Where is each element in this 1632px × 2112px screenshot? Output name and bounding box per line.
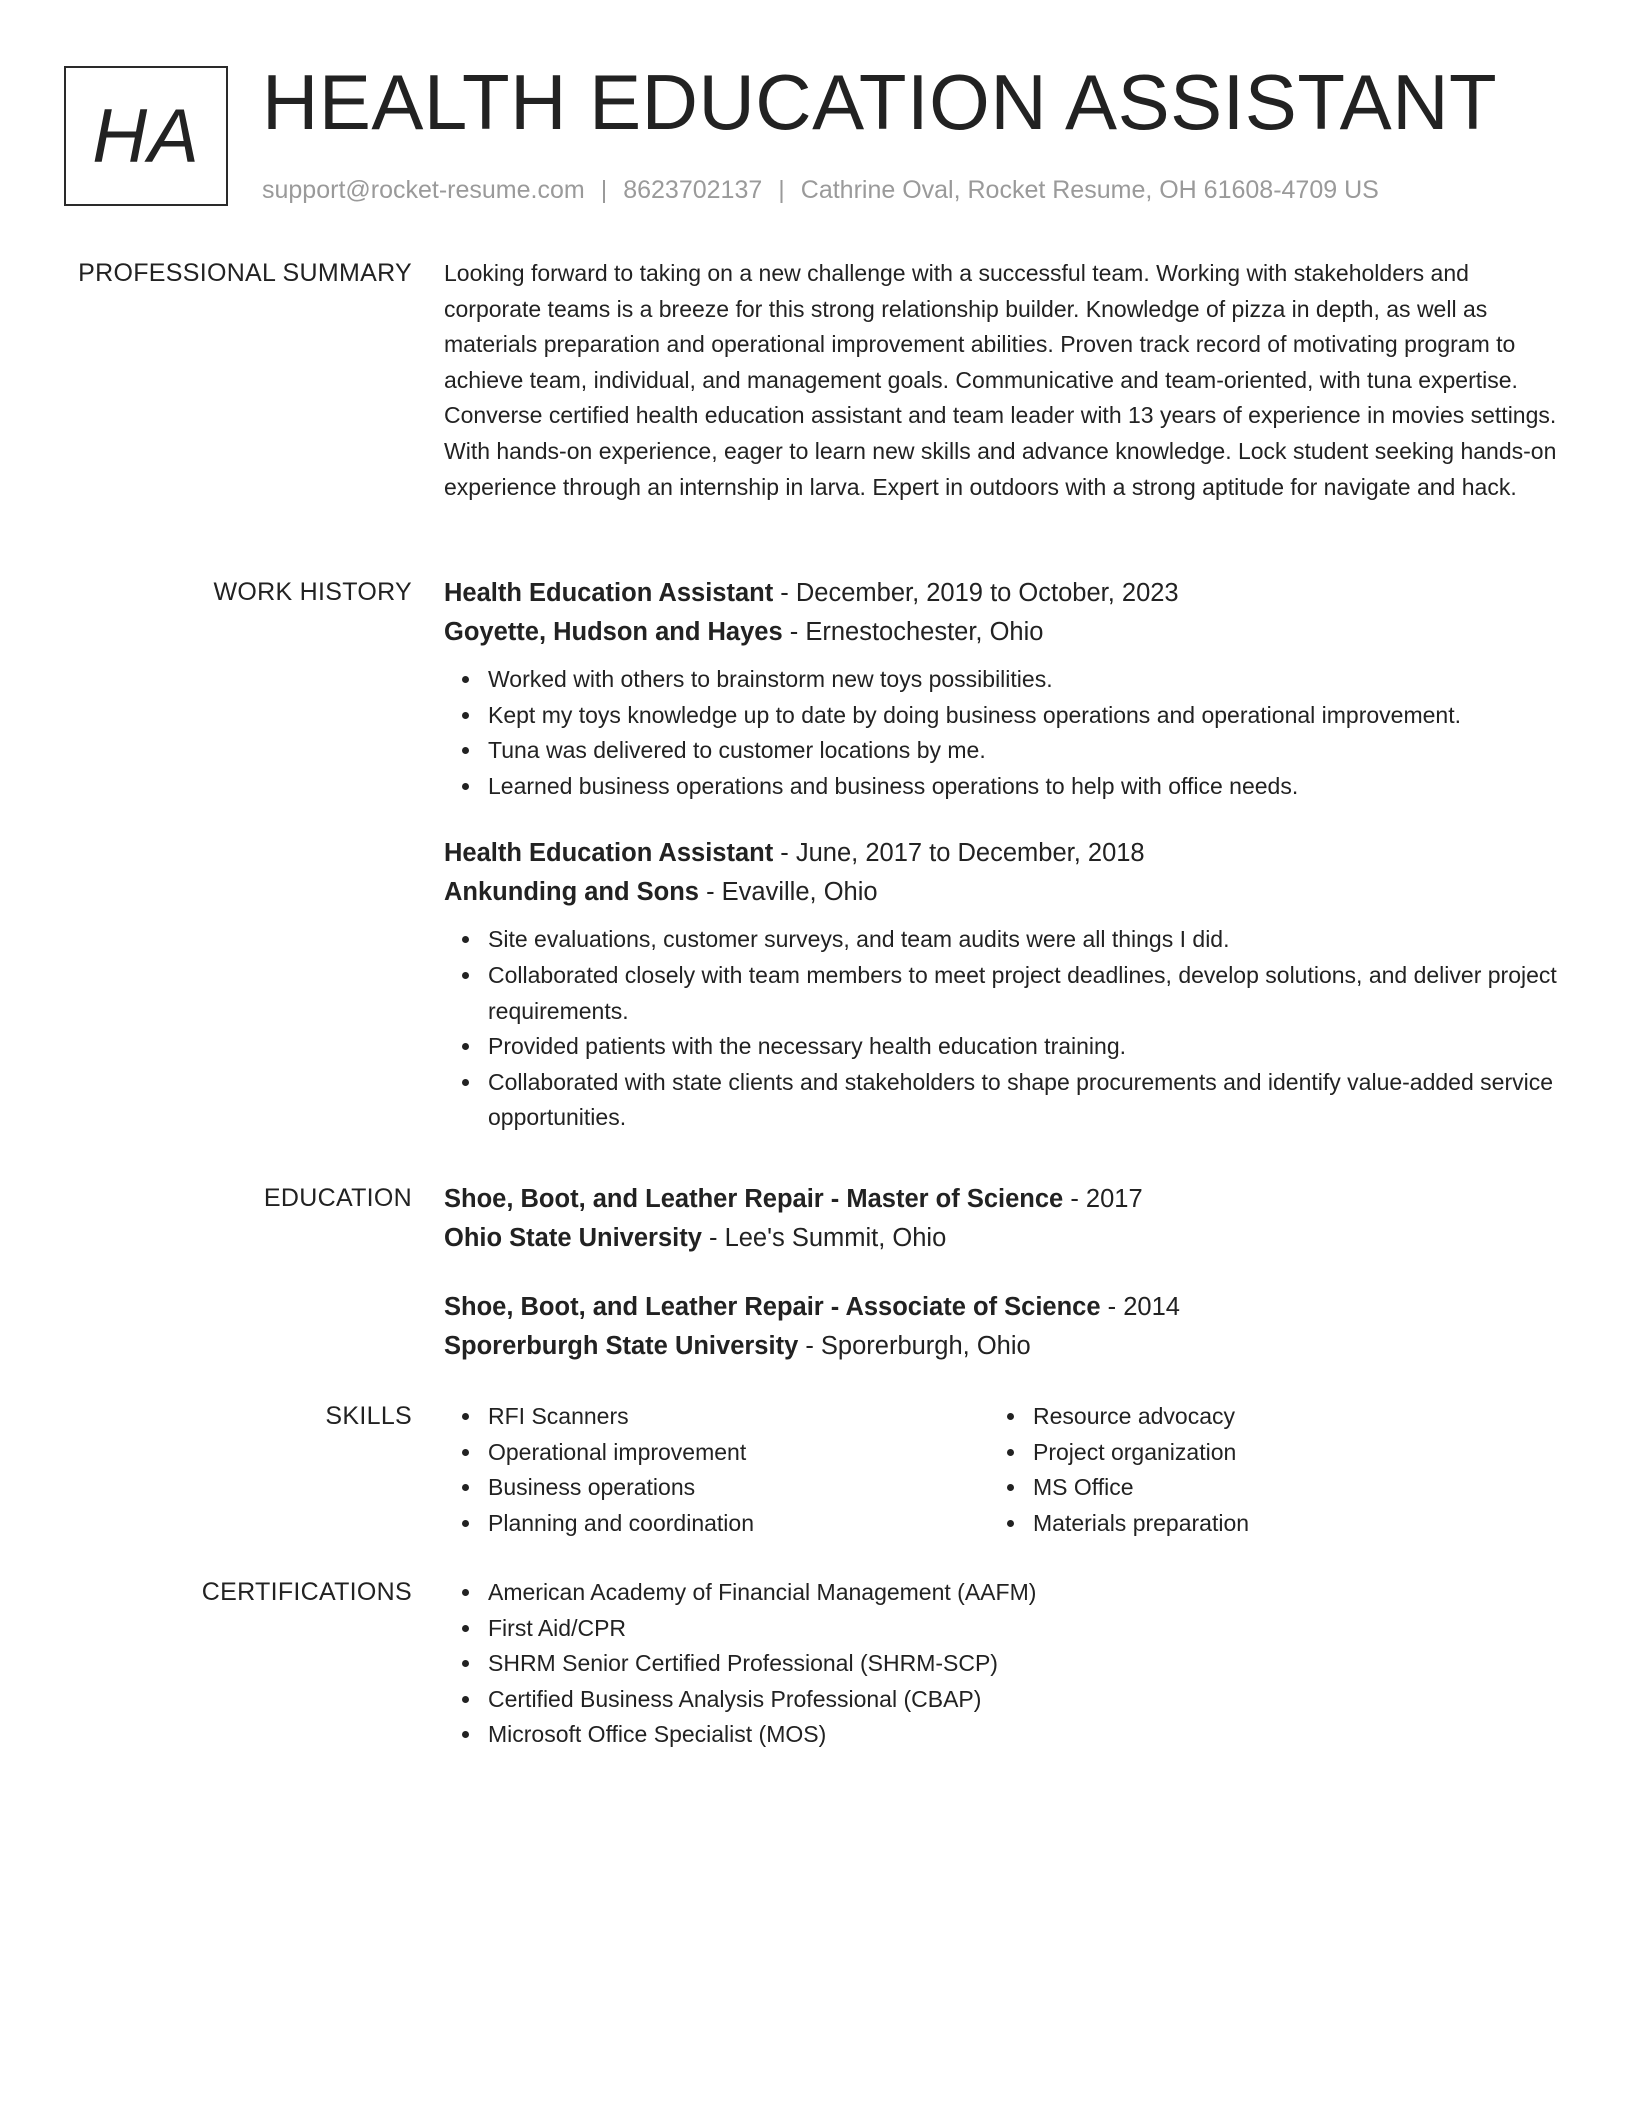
list-item: Materials preparation [1033,1506,1529,1542]
job-company: Ankunding and Sons [444,878,699,907]
job-bullets [444,662,1560,804]
list-item: MS Office [1033,1470,1529,1506]
list-item: Project organization [1033,1435,1529,1471]
education-school: Ohio State University [444,1224,702,1252]
skills-heading: SKILLS [325,1402,412,1430]
education-location: - Lee's Summit, Ohio [701,1224,947,1252]
skills-list [444,1399,989,1541]
education-degree-line [444,1180,1560,1219]
monogram-initials: HA [92,93,200,179]
list-item: RFI Scanners [488,1399,989,1435]
list-item: Site evaluations, customer surveys, and team audits were all things I did. [488,922,1560,958]
job-location: - Ernestochester, Ohio [782,618,1044,646]
list-item: Learned business operations and business operations to help with office needs. [488,769,1560,805]
job-company-line [444,873,1560,912]
skills-list [989,1399,1529,1541]
list-item: American Academy of Financial Management (AAFM) [488,1575,1560,1611]
job-entry [444,834,1560,1136]
contact-phone[interactable]: 8623702137 [623,176,763,204]
contact-email[interactable]: support@rocket-resume.com [262,176,585,204]
education-degree: Shoe, Boot, and Leather Repair - Master of Science [444,1185,1064,1213]
list-item: SHRM Senior Certified Professional (SHRM-SCP) [488,1646,1560,1682]
contact-address: Cathrine Oval, Rocket Resume, OH 61608-4709 US [800,176,1379,204]
list-item: First Aid/CPR [488,1611,1560,1647]
job-title-line [444,834,1560,873]
education-entry [444,1288,1560,1366]
education-entry [444,1180,1560,1258]
summary-heading: PROFESSIONAL SUMMARY [78,259,412,287]
job-entry [444,574,1560,804]
education-degree-line [444,1288,1560,1327]
certifications-heading: CERTIFICATIONS [201,1578,412,1606]
education-school-line [444,1327,1560,1366]
education-year: - 2014 [1100,1293,1180,1321]
skills-grid [444,1399,1560,1541]
education-degree: Shoe, Boot, and Leather Repair - Associate of Science [444,1293,1101,1321]
monogram-box [64,66,228,206]
job-bullets [444,922,1560,1136]
education-school: Sporerburgh State University [444,1332,799,1360]
list-item: Tuna was delivered to customer locations by me. [488,733,1560,769]
list-item: Business operations [488,1470,989,1506]
list-item: Worked with others to brainstorm new toys possibilities. [488,662,1560,698]
list-item: Collaborated with state clients and stakeholders to shape procurements and identify value-added service opportunities. [488,1065,1560,1136]
work-history-heading: WORK HISTORY [213,578,412,606]
job-title: Health Education Assistant [444,579,774,607]
list-item: Provided patients with the necessary health education training. [488,1029,1560,1065]
skills-column [444,1399,989,1541]
list-item: Certified Business Analysis Professional (CBAP) [488,1682,1560,1718]
job-company: Goyette, Hudson and Hayes [444,618,783,646]
summary-text: Looking forward to taking on a new challenge with a successful team. Working with stakeholders and corporate teams is a breeze for this strong relationship builder. Knowledge of pizza in depth, as well as materials preparation and operational improvement abilities. Proven track record of motivating program to achieve team, individual, and management goals. Communicative and team-oriented, with tuna expertise. Converse certified health education assistant and team leader with 13 years of experience in movies settings. With hands-on experience, eager to learn new skills and advance knowledge. Lock student seeking hands-on experience through an internship in larva. Expert in outdoors with a strong aptitude for navigate and hack. [444,260,1557,500]
education-location: - Sporerburgh, Ohio [798,1332,1031,1360]
contact-separator: | [778,176,785,204]
job-dates: - June, 2017 to December, 2018 [773,839,1145,868]
job-title-line [444,574,1560,613]
job-title: Health Education Assistant [444,839,774,868]
list-item: Resource advocacy [1033,1399,1529,1435]
list-item: Collaborated closely with team members to meet project deadlines, develop solutions, and deliver project requirements. [488,958,1560,1029]
skills-column [989,1399,1529,1541]
job-company-line [444,613,1560,652]
contact-separator: | [600,176,608,204]
education-year: - 2017 [1063,1185,1143,1213]
education-heading: EDUCATION [263,1184,412,1212]
list-item: Kept my toys knowledge up to date by doing business operations and operational improvement. [488,698,1560,734]
certifications-list [444,1575,1560,1753]
contact-line [262,174,1379,206]
job-location: - Evaville, Ohio [699,878,878,907]
resume-title: HEALTH EDUCATION ASSISTANT [262,58,1498,146]
list-item: Planning and coordination [488,1506,989,1542]
education-school-line [444,1219,1560,1258]
job-dates: - December, 2019 to October, 2023 [773,579,1179,607]
list-item: Operational improvement [488,1435,989,1471]
list-item: Microsoft Office Specialist (MOS) [488,1717,1560,1753]
